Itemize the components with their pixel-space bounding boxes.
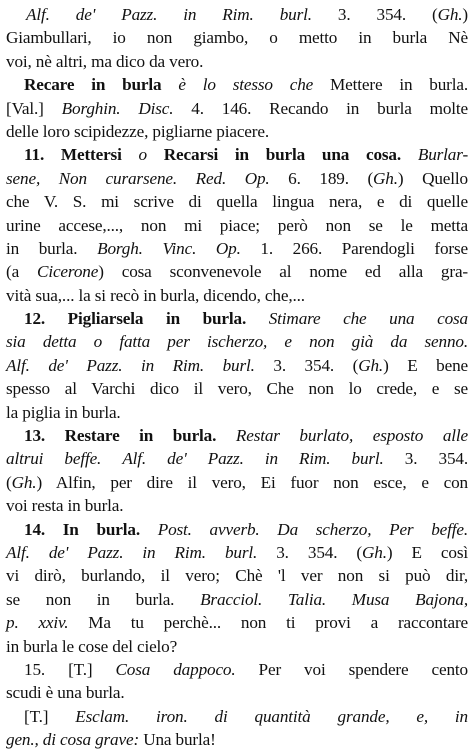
text-segment: ) Quello bbox=[397, 168, 468, 188]
text-line bbox=[6, 471, 468, 494]
text-segment bbox=[246, 309, 269, 328]
text-segment bbox=[216, 426, 236, 445]
text-line bbox=[6, 3, 468, 26]
text-segment: che V. S. mi scrive di quella lingua nera, e di quelle bbox=[6, 192, 468, 212]
italic-citation: Alf. bbox=[6, 355, 30, 375]
text-segment: 6. 189. ( bbox=[269, 168, 374, 188]
text-line bbox=[6, 190, 468, 213]
italic-citation: gen., di cosa grave: bbox=[6, 730, 140, 750]
text-segment bbox=[161, 75, 178, 94]
text-segment: ) bbox=[462, 5, 468, 24]
text-segment: , bbox=[463, 589, 469, 609]
entry-heading: 12. Pigliarsela in burla. bbox=[24, 309, 247, 329]
text-line bbox=[6, 494, 468, 517]
italic-citation: Cosa dappoco. bbox=[115, 659, 236, 679]
italic-citation: Gh. bbox=[437, 5, 463, 24]
entry-heading: 14. In burla. bbox=[24, 519, 140, 539]
text-segment bbox=[401, 145, 418, 164]
italic-citation: Alf. bbox=[6, 542, 30, 562]
italic-citation: Burlar- bbox=[417, 145, 469, 165]
dictionary-page-text bbox=[6, 3, 468, 752]
italic-citation: Bracciol. Talia. Musa Bajona bbox=[200, 589, 464, 609]
italic-citation: Cicerone bbox=[37, 262, 99, 282]
text-segment: 1. 266. Parendogli forse bbox=[240, 238, 468, 258]
text-line bbox=[6, 143, 468, 166]
text-segment: vi dirò, burlando, il vero; Chè 'l ver non si può dir, bbox=[6, 566, 468, 586]
text-line bbox=[6, 541, 468, 564]
text-segment: Ma tu perchè... non ti provi a raccontare bbox=[68, 613, 468, 633]
italic-citation: de' Pazz. in Rim. burl. bbox=[48, 542, 258, 562]
text-line bbox=[6, 97, 468, 120]
text-segment: 3. 354. bbox=[383, 449, 468, 469]
text-line bbox=[6, 447, 468, 470]
text-segment: 15. [T.] bbox=[24, 659, 116, 679]
text-segment: 4. 146. Recando in burla molte bbox=[173, 98, 468, 118]
text-line bbox=[6, 354, 468, 377]
italic-citation: o bbox=[138, 145, 147, 165]
text-segment: voi, nè altri, ma dico da vero. bbox=[6, 51, 204, 71]
text-segment: Mettere in burla. bbox=[313, 75, 468, 95]
text-segment bbox=[50, 5, 76, 24]
text-segment bbox=[177, 169, 196, 188]
text-segment: 3. 354. ( bbox=[311, 5, 438, 24]
italic-citation: Stimare che una cosa bbox=[268, 309, 468, 329]
text-segment: [Val.] bbox=[6, 98, 62, 118]
italic-citation: sene, Non curarsene. bbox=[6, 168, 178, 188]
text-line bbox=[6, 26, 468, 49]
text-segment: ) Alfin, per dire il vero, Ei fuor non esce, e con bbox=[36, 472, 468, 492]
entry-heading: Recarsi in burla una cosa. bbox=[163, 145, 402, 165]
text-line bbox=[6, 401, 468, 424]
italic-citation: Alf. bbox=[26, 5, 50, 24]
italic-citation: Post. avverb. Da scherzo, Per beffe. bbox=[157, 519, 468, 539]
text-segment: Giambullari, io non giambo, o metto in burla Nè bbox=[6, 28, 468, 48]
italic-citation: p. xxiv. bbox=[6, 613, 69, 633]
text-line bbox=[6, 424, 468, 447]
italic-citation: Esclam. iron. di quantità grande, e, in bbox=[75, 706, 469, 726]
text-line bbox=[6, 377, 468, 400]
text-segment: ) E bene bbox=[383, 355, 468, 375]
text-line bbox=[6, 73, 468, 96]
italic-citation: de' Pazz. in Rim. burl. bbox=[48, 355, 255, 375]
text-segment bbox=[146, 449, 167, 468]
text-segment: Per voi spendere cento bbox=[235, 659, 468, 679]
italic-citation: Gh. bbox=[11, 472, 37, 492]
text-segment: in burla. bbox=[6, 238, 98, 258]
text-line bbox=[6, 588, 468, 611]
italic-citation: è lo stesso che bbox=[178, 75, 314, 95]
italic-citation: Borgh. Vinc. Op. bbox=[97, 238, 241, 258]
text-line bbox=[6, 611, 468, 634]
text-line bbox=[6, 237, 468, 260]
italic-citation: sia detta o fatta per ischerzo, e non già da senno. bbox=[6, 332, 468, 352]
text-segment: se non in burla. bbox=[6, 589, 201, 609]
italic-citation: Gh. bbox=[362, 542, 387, 562]
text-segment: 3. 354. ( bbox=[257, 542, 362, 562]
text-line bbox=[6, 681, 468, 704]
entry-heading: 11. Mettersi bbox=[24, 145, 122, 165]
text-segment: vità sua,... la si recò in burla, dicendo, che,... bbox=[6, 285, 305, 305]
italic-citation: Alf. bbox=[122, 449, 147, 469]
text-segment: in burla le cose del cielo? bbox=[6, 636, 178, 656]
text-segment: spesso al Varchi dico il vero, Che non lo crede, e se bbox=[6, 379, 468, 399]
text-segment bbox=[30, 543, 49, 562]
text-segment bbox=[101, 449, 122, 468]
text-line bbox=[6, 705, 468, 728]
text-segment: Una burla! bbox=[139, 730, 216, 750]
italic-citation: de' Pazz. in Rim. burl. bbox=[75, 5, 312, 24]
entry-heading: Recare in burla bbox=[24, 75, 162, 95]
text-segment: scudi è una burla. bbox=[6, 683, 125, 703]
text-segment: ( bbox=[6, 472, 12, 492]
italic-citation: altrui beffe. bbox=[6, 449, 102, 469]
text-segment: ) cosa sconvenevole al nome ed alla gra- bbox=[98, 262, 469, 282]
italic-citation: de' Pazz. in Rim. burl. bbox=[167, 449, 384, 469]
text-line bbox=[6, 728, 468, 751]
italic-citation: Gh. bbox=[373, 168, 398, 188]
italic-citation: Restar burlato, esposto alle bbox=[235, 426, 468, 446]
text-line bbox=[6, 658, 468, 681]
entry-heading: 13. Restare in burla. bbox=[24, 426, 217, 446]
text-segment: 3. 354. ( bbox=[254, 355, 359, 375]
text-segment bbox=[122, 145, 139, 164]
text-line bbox=[6, 518, 468, 541]
text-line bbox=[6, 167, 468, 190]
text-segment: la piglia in burla. bbox=[6, 402, 121, 422]
text-segment bbox=[140, 520, 158, 539]
text-line bbox=[6, 50, 468, 73]
italic-citation: Borghin. Disc. bbox=[61, 98, 174, 118]
text-line bbox=[6, 330, 468, 353]
italic-citation: Red. Op. bbox=[195, 168, 270, 188]
text-segment: [T.] bbox=[24, 706, 76, 726]
text-segment: (a bbox=[6, 262, 38, 282]
italic-citation: Gh. bbox=[358, 355, 384, 375]
text-line bbox=[6, 564, 468, 587]
text-segment: urine accese,..., non mi piace; però non se le metta bbox=[6, 215, 468, 235]
text-segment: ) E così bbox=[386, 542, 468, 562]
text-segment: voi resta in burla. bbox=[6, 496, 124, 516]
text-segment bbox=[147, 145, 164, 164]
text-line bbox=[6, 307, 468, 330]
text-line bbox=[6, 635, 468, 658]
text-line bbox=[6, 214, 468, 237]
text-line bbox=[6, 260, 468, 283]
text-segment bbox=[30, 356, 49, 375]
text-line bbox=[6, 284, 468, 307]
text-segment: delle loro scipidezze, pigliarne piacere. bbox=[6, 121, 269, 141]
text-line bbox=[6, 120, 468, 143]
